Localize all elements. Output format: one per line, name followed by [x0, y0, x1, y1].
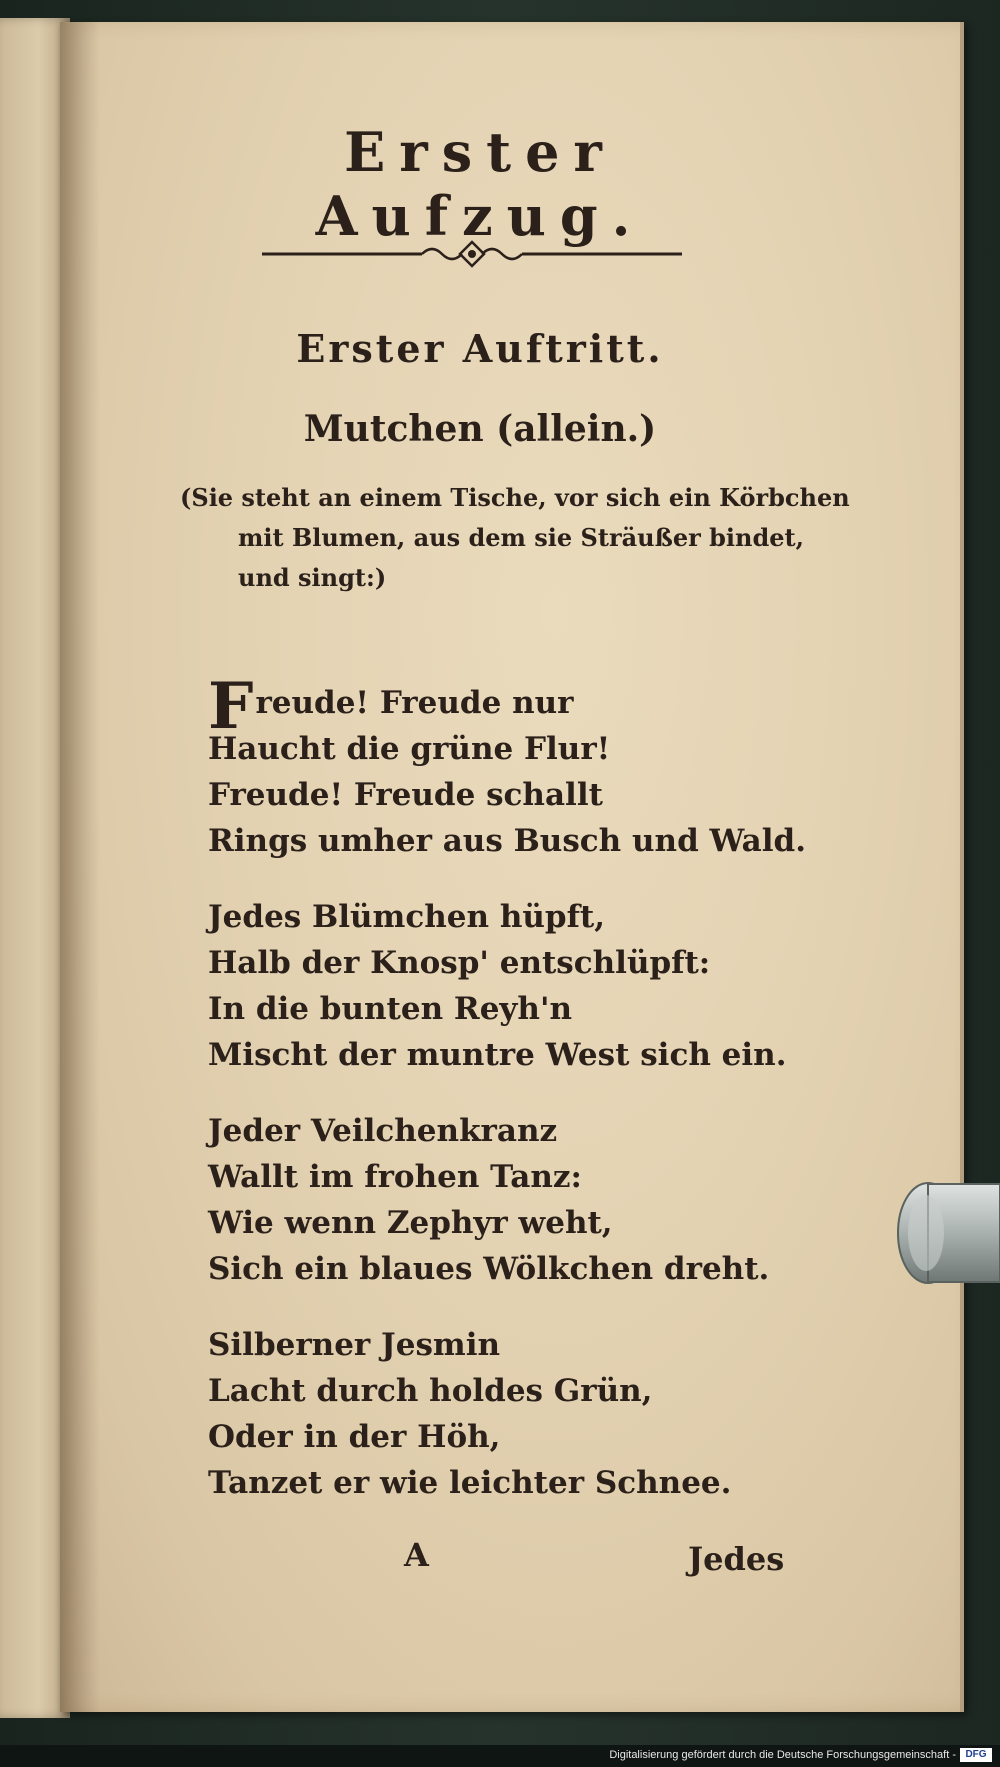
catchword: Jedes [688, 1540, 785, 1578]
verse-line: Freude! Freude schallt [208, 777, 603, 813]
verse-line: Wie wenn Zephyr weht, [208, 1205, 613, 1241]
scene-heading: Erster Auftritt. [296, 326, 664, 371]
verse-line: Sich ein blaues Wölkchen dreht. [208, 1251, 770, 1287]
verse-line: Mischt der muntre West sich ein. [208, 1037, 787, 1073]
verse-line: Jedes Blümchen hüpft, [208, 899, 606, 935]
page-clip-holder [890, 1178, 1000, 1288]
funding-credit: Digitalisierung gefördert durch die Deutsche Forschungsgemeinschaft - [609, 1749, 956, 1761]
stanza [208, 1108, 768, 1292]
stanza [208, 894, 787, 1078]
verse-line: Halb der Knosp' entschlüpft: [208, 945, 711, 981]
divider-ornament [262, 236, 682, 272]
verse-line: Silberner Jesmin [208, 1327, 501, 1363]
verse-line: In die bunten Reyh'n [208, 991, 572, 1027]
speaker-name: Mutchen (allein.) [303, 408, 657, 450]
stanza [208, 669, 806, 864]
gutter-shadow [60, 22, 100, 1712]
stage-direction-line: und singt:) [238, 563, 387, 592]
verse-line [208, 669, 768, 744]
signature-mark: A [404, 1536, 429, 1574]
drop-cap: F [208, 669, 254, 744]
verse-line: Lacht durch holdes Grün, [208, 1373, 653, 1409]
verse-line: Haucht die grüne Flur! [208, 731, 611, 767]
stanza [208, 1322, 768, 1506]
dfg-logo: DFG [960, 1748, 992, 1762]
act-heading: Erster Aufzug. [315, 120, 645, 248]
stage-direction [180, 478, 850, 598]
stage-direction-line: (Sie steht an einem Tische, vor sich ein Körbchen [180, 483, 850, 512]
verse-line-text: reude! Freude nur [255, 685, 574, 721]
stage-direction-line: mit Blumen, aus dem sie Sträußer bindet, [238, 523, 804, 552]
verse-line: Oder in der Höh, [208, 1419, 501, 1455]
song-text [208, 669, 806, 1536]
verse-line: Jeder Veilchenkranz [208, 1113, 558, 1149]
verse-line: Tanzet er wie leichter Schnee. [208, 1465, 732, 1501]
verse-line: Rings umher aus Busch und Wald. [208, 823, 806, 859]
verse-line: Wallt im frohen Tanz: [208, 1159, 582, 1195]
